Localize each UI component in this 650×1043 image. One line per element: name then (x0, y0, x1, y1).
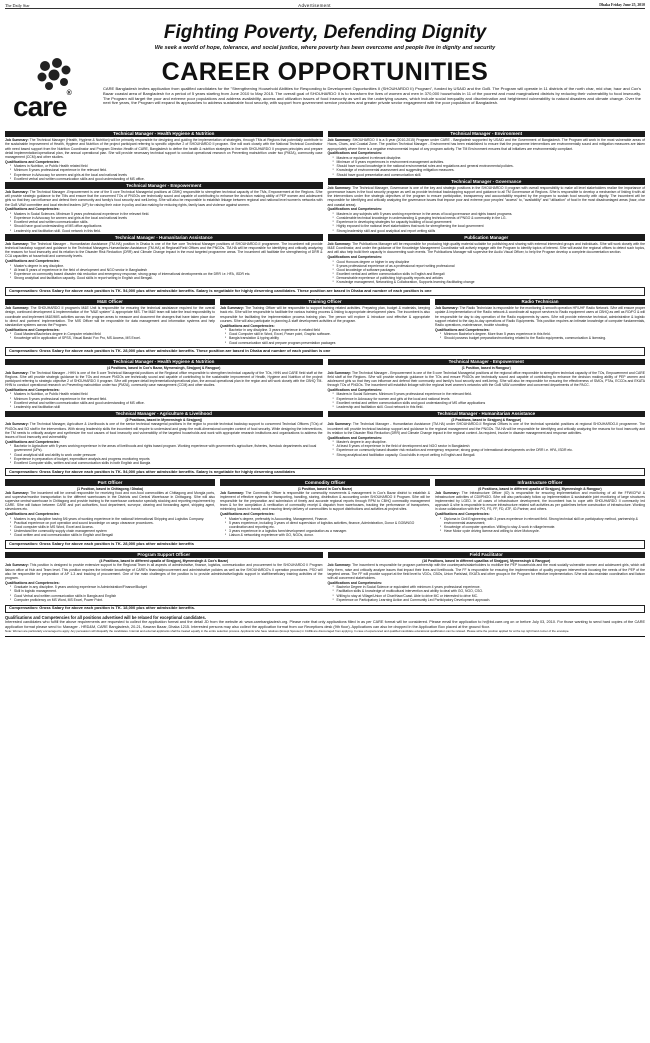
qualifications-heading: Qualifications and Competencies: (220, 323, 275, 328)
headline: Fighting Poverty, Defending Dignity (163, 22, 487, 43)
qualifications-list (5, 332, 215, 340)
job-title: Training Officer (220, 299, 430, 306)
qualification-item: ▪ Strong analytical and facilitation capacity. Good skills in report writing in English and Bengali. (333, 453, 646, 457)
qualification-item: ▪ Masters in Social Sciences. Minimum 5 years professional experience in the relevant field. (10, 212, 323, 216)
qualification-item: ▪ Experience on community based disaster risk reduction and emergency response; strong grasp of international developments on the DRR i.e. HFA, ISDR etc. (10, 272, 323, 276)
qualification-item: ▪ Good Honours degree or higher in any discipline (333, 260, 646, 264)
qualifications-heading: Qualifications and Competencies: (5, 327, 60, 332)
qualification-item: ▪ At least 5 years of experience in the field of development and NGO sector in Bangladesh (10, 268, 323, 272)
job-summary-text: The Technical Manager (Health, Hygiene & Nutrition) will be primarily responsible for designing and guiding the implementation of strategies, through TMs at Regions that potentially contribute to the sustainable improvement of Health, Hygiene and Nutrition of the project participant referring to specific objective 2 of SHOUHARDO II program. She will work closely with the National Technical Coordinator with need based support from the Nutrition Coordinator and Program Director-Health of CARE, Bangladesh to define the health & nutrition strategies in line with SHOUHARDO II program principles and prepare detail implementation/operational plan, the annual operational plan. She will provide necessary technical support to conduct operational research on Preventing malnutrition under two (PM2A), community case management (CCM) and other studies. (5, 138, 323, 159)
job-summary (5, 190, 323, 207)
job-summary (328, 422, 646, 434)
qualifications-list (328, 440, 646, 457)
qualification-item: ▪ Have Motor cycle driving license and willing to drive Motorcycle. (440, 529, 645, 533)
qualification-item: ▪ Knowledge management, Networking & Collaboration, Supports learning /facilitating change (333, 280, 646, 284)
ad-header (5, 9, 645, 129)
job-summary-text: The SHOUHARDO II program's M&E Unit is responsible for ensuring the technical assistance required for the overall design, continued development & implementation of the "M&E system" & appropriate MIS. The M&E team will take the lead responsibility to coordinate and implement M&E/MIS activities across the program areas to measure and document the changes that have taken place due to direct and partners' implementation. The MIS Officer will be responsible for data management and information systems and help standardize systems across the Program. (5, 306, 215, 327)
block5-right-column (328, 550, 646, 602)
qualifications-heading: Qualifications and Competencies: (5, 387, 60, 392)
job-summary-text: The Technical Manager -Empowerment is one of the 5 core Technical Managerial positions at CBHQ responsible to strengthen technical capacity of the TMs, Empowerment at the Regions. S/he will provide strategic guidance to the TMs and ensure that the concerned TOs of PNGOs are technically sound and capable of contributing to enhance the decision making ability of PEP women and adolescent girls so that they can influence and defend their community and family's food security and well-being. S/he will also be responsible to establish linkage between regional and national level women's networks with the GoB VAW committee and local elected leaders (UP) for raising their voice in policy and law making for reducing rights, family laws and violence against women. (5, 190, 323, 207)
qualification-item: ▪ Good knowledge of software packages (333, 268, 646, 272)
qualifications-list (328, 260, 646, 285)
qualification-item: ▪ Strong analytical and facilitation capacity. Good skills in report writing in English and Bengali. (10, 276, 323, 280)
job-posting (220, 479, 430, 538)
qualification-item: ▪ Facilitation skills & knowledge of multicultural intervention and ability to deal with GO, NGO, CSO. (333, 589, 646, 593)
job-summary-text: The Infrastructure Officer (IO) is responsible for ensuring implementation and monitoring of all the FFW/CFW & infrastructure activities of CDI/PNGO. S/he will also particularly follow up implementation & sustainable joint monitoring of large structures implemented by LGED. In all cases of infrastructure development, the incumbent has to cope with SHOUHARDO II community led approach & s/he is responsible to ensure infrastructure related soft activities as per guidelines before construction of infrastructure. Working in close collaboration with the PO, FS, FF, FD, ATF, IO-Partner, and others. (435, 490, 645, 512)
qualification-item: ▪ Experience in developing strategies for capacity building of local government (333, 220, 646, 224)
job-summary-label: Job Summary: (327, 422, 352, 427)
qualification-item: ▪ Considerable technical knowledge in understanding & grasping technical needs of PNGO & community in the LG. (333, 216, 646, 220)
job-summary-label: Job Summary: (5, 490, 29, 495)
job-posting (328, 178, 646, 232)
job-posting (5, 131, 323, 181)
qualification-item: ▪ 5 years professional experience of as a professional report writing professional (333, 264, 646, 268)
job-summary-label: Job Summary: (5, 563, 29, 568)
job-summary (5, 563, 323, 580)
qualification-item: ▪ Excellent verbal and written communication skills and good understanding of MS office. (10, 401, 323, 405)
qualifications-heading: Qualifications and Competencies: (5, 580, 60, 585)
qualifications-heading: Qualifications and Competencies: (327, 255, 383, 260)
job-column (435, 297, 645, 345)
section-label: Advertisement (298, 2, 331, 8)
qualification-item: ▪ Experience in Advocacy for women and girls at the local and national levels (10, 173, 323, 177)
qualification-item: ▪ 3 years experience in a logistics farm/development organization as a manager. (225, 529, 430, 533)
job-location: (2 Positions, based in Sirajgonj & Rangpur) (451, 418, 522, 423)
qualifications-list (220, 328, 430, 345)
job-title: Field Facilitator (328, 552, 646, 559)
job-summary (328, 138, 646, 150)
job-summary-text: The Publications Manager will be responsible for producing high quality material suitable for publishing and sharing with external interested groups and individuals. S/he will work closely with the M&E Coordinator, and under the guidance of the Knowledge Management Coordinator will actively engage with the Program to identify topics of interest. S/he will assist the regional offices to detect such topics, and will also help build their capacity in documenting such events. The Publications Manager will supervise the Audio Visual Officer, to help the Program develop a complete documentation section. (327, 241, 645, 255)
job-summary (5, 491, 215, 512)
job-title: Radio Technician (435, 299, 645, 306)
qualification-item: ▪ Computer proficiency on MS Word, MS Excel, Power Point. (10, 598, 323, 602)
job-summary-label: Job Summary: (327, 138, 352, 143)
newspaper-name: The Daily Star (5, 2, 30, 8)
qualification-item: ▪ Good written and oral communication skills in English and Bengali (10, 533, 215, 537)
qualification-item: ▪ Master's degree in any discipline. (333, 440, 646, 444)
qualifications-list (328, 212, 646, 233)
job-summary-text: The incumbent will be overall responsible for receiving food and non-food commodities at Chittagong and Mongla ports, and supervise/monitor transportation to the different warehouses in the Districts and Central Warehouse in Chittagong. S/he will also supervise central warehouse in Chittagong and provide training to the warehouse contractor specially stocking and reporting requirement by CARE. S/he will liaison between CARE and port authorities, food department, surveyor, clearing and forwarding agent, shipping agent, stevedores etc. (5, 490, 215, 512)
job-location: (6 Positions, based in different upazila of Sirajgonj, Mymensingh & Rangpur) (478, 486, 602, 491)
job-summary (435, 491, 645, 512)
job-column (435, 477, 645, 538)
qualifications-heading: Qualifications and Competencies: (5, 259, 60, 264)
job-summary-label: Job Summary: (5, 422, 29, 427)
qualification-item: ▪ Practical experience on port operation and sound knowledge on cargo clearance procedures. (10, 521, 215, 525)
qualifications-list (5, 392, 323, 409)
qualification-item: ▪ Bangla translation & typing ability (225, 336, 430, 340)
qualification-item: ▪ Masters in Social Sciences. Minimum 5 years professional experience in the relevant field. (333, 392, 646, 396)
job-summary (220, 491, 430, 512)
qualification-item: ▪ Liaison & networking experience with GO, NGOs, donor. (225, 533, 430, 537)
qualification-item: ▪ Masters in any subjects with 5 years working experience in the areas of local governance and rights based programs. (333, 212, 646, 216)
qualification-item: ▪ Masters in any discipline having 5/6 years of working experience in the national/ international Shipping and Logistics Company. (10, 517, 215, 521)
qualification-item: ▪ Skill in logistic management. (10, 589, 323, 593)
job-posting (328, 411, 646, 457)
job-summary (328, 563, 646, 580)
job-posting (220, 299, 430, 345)
job-summary-text: The Technical Manager, Governance is one of the key and strategic positions in the SHOUHARDO II program with overall responsibility to make all level stakeholders realize the importance of governance issues in the food security program as well as provide technical backstopping support and guidance to all TM Governance at Regions. S/he is responsible to develop a mechanism of linking it with all the interventions under five strategic objectives of the program to ensure participation, transparency and accountability required by the program to sustain food security with dignity. The incumbent will be responsible for identifying and critically analyzing the governance issues that impose poor and extreme poor peoples' "access" to, "availability" and "utilization" of food in the most disadvantaged areas (haor, char and coastal areas). (327, 185, 645, 207)
issue-date: Dhaka Friday June 25, 2010 (599, 3, 645, 8)
job-location: (1 Position, based in Cox's Bazar) (297, 486, 353, 491)
qualification-item: ▪ Should have sound knowledge in the national environmental rules and regulations and general environmental policies. (333, 164, 646, 168)
job-summary-label: Job Summary: (435, 490, 460, 495)
qualification-item: ▪ Experience on Participatory Learning Action and Community Led Participatory Development approach. (333, 598, 646, 602)
job-summary-text: The Technical Manager - Humanitarian Assistance (TM-HA) position in Dhaka is one of the five core Technical Manager positions of SHOUHARDO-II programme. The incumbent will provide technical backstop support and guidance to the Technical Managers-Humanitarian Assistance (TM-HA) at Regional/Field Offices and the PNGOs. TM-HA will be responsible for identifying and critically analyzing the reasons for food insecurity and its relation to the Disaster Risk Reduction (DRR) and Climate Change impact in the most targeted programme areas. The incumbent will facilitate the strengthening of DRR & CCA capacities at household and community levels. (5, 241, 323, 259)
qualification-item: ▪ Excellent verbal and written communication skills and good understanding of MS office. (10, 177, 323, 181)
job-summary-label: Job Summary: (5, 241, 29, 246)
job-location: (1 Position, based in Chittagong / Dhaka) (77, 486, 143, 491)
masthead (5, 0, 645, 9)
job-title: Technical Manager - Agriculture & Livelihood (5, 411, 323, 418)
compensation-note: Compensation: Gross Salary for above each position is TK. 54,000 plus other admissible benefits. Salary is negotiable for highly deserving candidates. These position are based in Dhaka and number of each position is one (5, 287, 645, 296)
block-support-staff (5, 550, 645, 602)
qualification-item: ▪ Experience in Advocacy for women and girls at the local and national levels (10, 216, 323, 220)
qualification-item: ▪ Should have good understanding of MS office applications (10, 224, 323, 228)
qualification-item: ▪ Good analytical skill and ability to work under pressure (10, 453, 323, 457)
qualifications-heading: Qualifications and Competencies: (5, 512, 60, 517)
job-posting (328, 234, 646, 284)
bottom-rule (5, 636, 645, 637)
block-dhaka-managers (5, 129, 645, 285)
job-posting (5, 182, 323, 232)
qualification-item: ▪ Excellent verbal and written communication skills and good understanding of MS office applications (333, 401, 646, 405)
qualifications-list (5, 585, 323, 602)
qualification-item: ▪ Demonstrable experience of publishing high quality reports and articles (333, 276, 646, 280)
block-dhaka-officers (5, 297, 645, 345)
footer-note: Note: Women are particularly encouraged to apply. Any persuasion will disqualify the candidates. Internal and external applicants shall be treated equally in the entire selection process. Applicants who have relatives (Except Spouse) in CARE are discouraged from applying. In case of experienced and qualified candidate educational qualification can be relaxed. Please write the position applied for at the top right hand corner of the envelope. (5, 629, 570, 634)
qualifications-heading: Qualifications and Competencies: (5, 207, 60, 212)
qualification-item: ▪ Excellent verbal and written communication skills in English and Bengali (333, 272, 646, 276)
qualifications-heading: Qualifications and Competencies: (327, 387, 383, 392)
qualification-item: ▪ Good Computer skill in Word, Excel, Power point, Graphic software. (225, 332, 430, 336)
job-summary-text: The Technical Manager - Humanitarian Assistance (TM-HA) under SHOUHARDO-II Regional Offices is one of the technical specialist positions at regional SHOUHARDO-II programme. The incumbent will provide technical backstop support and guidance to the regional management and the PNGOs. TM-HA will be responsible for identifying and critically analyzing the reasons for food insecurity and its relation to the Disaster Risk Reduction (DRR) and Climate Change impact in the regional context. As required, involve in disaster management and response activities. (327, 422, 645, 435)
block3-left-column (5, 357, 323, 465)
qualification-item: ▪ Knowledge will in application of SPSS, Visual Basic/ Fox Pro, MS Access, MS Excel. (10, 336, 215, 340)
application-instructions: Interested candidates who fulfill the above requirements are requested to collect the application format and the detail JD from the website at: www.carebangladesh.org. Please note that only applications filled in as per CARE format will be considered. Please email the application to hr@bd.care.org on or before July 03, 2010. For those wanting to send hard copies of the CARE application format please send to: Manager - HRD&M, CARE Bangladesh, 20-21, Kawran Bazar, Dhaka 1215. Interested persons may also collect the application format from our Receptions desk (9th floor). Applications can also be dropped in the Application Box placed at the ground floor. (5, 620, 645, 630)
job-title: Technical Manager - Health Hygiene & Nutrition (5, 131, 323, 138)
job-posting (435, 479, 645, 533)
qualification-item: ▪ Knowledge of environmental assessment and suggesting mitigation measures. (333, 168, 646, 172)
qualifications-list (328, 156, 646, 177)
qualifications-heading: Qualifications and Competencies: (327, 151, 383, 156)
job-summary-text: The Radio Technician is responsible for the monitoring & smooth operation HF/UHF Radio Network. S/he will ensure proper update & implementation of the Radio network & coordinate all support services to Radio equipment users at CBHQ as well as RO/FO & will be responsible for day to day operation of the Radio equipments by users. S/he will provide extensive technical, administrative & logistic support related to the day-to-day operations of Radio Equipments. This position requires an intimate knowledge of computer fundamentals, Radio operations, maintenance, trouble shooting. (435, 306, 645, 327)
job-summary (5, 422, 323, 439)
job-column (5, 297, 215, 345)
job-posting (5, 359, 323, 409)
job-summary-label: Job Summary: (5, 370, 29, 375)
qualification-item: ▪ Master's degree, preferably in Accounting, Management, Finance. (225, 517, 430, 521)
qualification-item: ▪ Masters in Nutrition, or Public Health related field (10, 392, 323, 396)
job-summary (435, 306, 645, 327)
job-summary-text: The Technical Manager - HHN is one of the 5 core Technical Managerial positions at the Regional office responsible to strengthen technical capacity of the TOs, HHN and CARE field staff at the Regions. S/he will provide strategic guidance to the TOs and ensure PNGOs are technically sound and capable of contributing to the sustainable improvement of Health, Hygiene and Nutrition of the project participant referring to strategic objective 2 of SHOUHARDO II program. S/he will prepare detail implementation/operational plan, the annual operational plan in the region and will work closely with the CBHQ TM-HHN to conduct operational research on Preventing malnutrition under two (PM2A), community case management (CCM) and other studies. (5, 370, 323, 387)
job-summary (5, 138, 323, 159)
compensation-note: Compensation: Gross Salary for above each position is TK. 28,000 plus other admissible benefits. These position are based in Dhaka and number of each position is one (5, 347, 645, 356)
job-summary-label: Job Summary: (327, 241, 352, 246)
qualifications-list (5, 212, 323, 233)
qualification-item: ▪ Should possess budget preparation/monitoring related to the Radio equipments, communication & licensing. (440, 336, 645, 340)
compensation-note: Compensation: Gross Salary for above each position is TK. 18,000 plus other admissible benefits. (5, 605, 645, 614)
qualification-item: ▪ Experience in preparation of budget, expenditure analysis and progress monitoring reports (10, 457, 323, 461)
qualification-item: ▪ Experience on community based disaster risk reduction and emergency response; strong grasp of international developments on the DRR i.e. HFA, ISDR etc. (333, 448, 646, 452)
qualification-item: ▪ Minimum Bachelor's degree. More than 5 years experience in this field. (440, 332, 645, 336)
qualification-item: ▪ Diploma in Civil Engineering with 3 years experience in relevant field. Strong technical skill on participatory method, partnership & environmental assessment; (440, 517, 645, 525)
job-summary (328, 242, 646, 254)
care-wordmark: care® (13, 90, 71, 122)
job-title: Technical Manager - Empowerment (5, 182, 323, 189)
qualifications-list (5, 444, 323, 465)
qualification-item: ▪ Understand the commodity supply chain management system (10, 529, 215, 533)
job-column (5, 477, 215, 538)
job-summary-label: Job Summary: (220, 490, 245, 495)
job-posting (435, 299, 645, 341)
qualifications-list (5, 264, 323, 281)
qualification-item: ▪ Good Masters/Bachelors degree in Computer related field (10, 332, 215, 336)
qualification-item: ▪ At least 5 years of experience in the field of development and NGO sector in Bangladesh (333, 444, 646, 448)
block3-right-column (328, 357, 646, 465)
qualification-item: ▪ Minimum of 5 years experiences in environment management activities. (333, 160, 646, 164)
qualifications-list (220, 517, 430, 538)
qualification-item: ▪ Masters or equivalent in relevant discipline. (333, 156, 646, 160)
job-location: (2 Positions, based in Mymensingh & Sirajgonj) (125, 418, 202, 423)
qualification-item: ▪ Minimum 5 years professional experience in the relevant field. (10, 168, 323, 172)
job-location: (1 Position, based in Rangpur) (461, 366, 511, 371)
job-summary-label: Job Summary: (5, 138, 29, 143)
qualification-item: ▪ Bachelor in any discipline. 3 years experience in related field (225, 328, 430, 332)
job-title: Infrastructure Officer (435, 479, 645, 486)
qualification-item: ▪ Willing to stay at Village/Union of Char/Haor/Coast. Able to drive MC or interested to drive MC. (333, 594, 646, 598)
qualification-item: ▪ 5 years experience, including 3 years of direct supervision of logistics activities, finance, Administration, Donor & GOB/NGO coordination and reporting etc. (225, 521, 430, 529)
job-posting (5, 299, 215, 341)
care-logo (11, 57, 93, 127)
qualifications-heading: Qualifications and Competencies: (435, 327, 490, 332)
job-summary-text: The Technical Manager, Agriculture & Livelihoods is one of the senior technical managerial positions in the region to provide technical backstop support to concerned Technical Officers (TOs) of PNGOs and SO staff in the interventions. With strong leadership skills the incumbent will require to understand and grasp the multi-dimensional complex context of food security. While designing the interventions, the TM needs to critically analyze and synthesize the root causes of food insecurity and vulnerability of the targeted households and work with appropriate research institutions and organizations to address the issues of food insecurity and vulnerability. (5, 422, 323, 439)
qualification-item: ▪ Leadership and facilitation skill. Good network in this field. (333, 405, 646, 409)
qualifications-list (435, 332, 645, 340)
job-summary-text: The Training Officer will be responsible to support training related activities. Preparing plan, budget & materials, keeping track etc. S/he will be responsible to facilitate the various training process & linking to appropriate development plans. The incumbent is also responsible for facilitating the implementation process training plan. The person will explore & introduce cost effective & appropriate courses. S/he will also participate in planning & staff development activities of the program. (220, 306, 430, 323)
career-heading: CAREER OPPORTUNITIES (161, 58, 489, 86)
job-summary (5, 242, 323, 259)
qualification-item: ▪ Graduate in any discipline. 5 years working experience in Administration/Finance/Budget (10, 585, 323, 589)
job-posting (5, 234, 323, 280)
qualification-item: ▪ Bachelor in Agriculture with 5 years working experience in the areas of livelihoods and rights based program. Working experience with government's agriculture, fisheries, livestock departments and local government (UPs). (10, 444, 323, 452)
job-summary-text: The Commodity Officer is responsible for commodity movements & management in Cox's Bazar district to establish & implement of effective systems for transporting, handling, storing, distribution & accounting under SHOUHARDO II Program. S/he will be responsible for the preparation and submission of timely and accurate regional reports through RPM to CBHQ commodity management team & for the compilation & verification of commodity receipt & dispatch from warehouses, tracking the performance of transporters, minimizing losses in transit, and ensuring timely delivery of commodities to support distributions and activities at project sites. (220, 490, 430, 512)
block1-right-column (328, 129, 646, 285)
qualifications-list (328, 392, 646, 409)
job-summary (220, 306, 430, 323)
job-posting (5, 552, 323, 602)
job-summary (328, 186, 646, 207)
job-title: Technical Manager - Empowerment (328, 359, 646, 366)
job-posting (5, 411, 323, 465)
compensation-note: Compensation: Gross Salary for above each position is TK. 28,000 plus other admissible benefits (5, 540, 645, 549)
job-title: Technical Manager - Humanitarian Assistance (5, 234, 323, 241)
qualification-item: ▪ Minimum 5 years professional experience in the relevant field. (10, 397, 323, 401)
qualifications-list (5, 164, 323, 181)
job-summary-label: Job Summary: (5, 190, 29, 195)
job-title: M&E Officer (5, 299, 215, 306)
job-summary-text: SHOUHARDO II is a 5 year (2010-2015) Program under CARE - Bangladesh supported by USAID and the Government of Bangladesh. The Program will work in the most vulnerable areas of Haors, Chars, and Coastal Zone. The position Technical Manager - Environment has been established to ensure that the programme interventions are environmentally sound and mitigation measures are taken appropriately where there is a negative environmental impact of any program activity. The TM Environment ensures that all initiatives are environmentally compliant. (327, 138, 645, 151)
qualification-item: ▪ Leadership and facilitation skill (10, 405, 323, 409)
job-posting (328, 131, 646, 177)
qualification-item: ▪ Good communication skill and prepare program presentation packages (225, 341, 430, 345)
job-summary-text: The Technical Manager - Empowerment is one of the 5 core Technical Managerial positions at the regional office responsible to strengthen technical capacity of the TOs, Empowerment and CARE field staff at the Regions. S/he will provide strategic guidance to the TOs and ensure PNGOs are technically sound and capable of contributing to enhance the decision making ability of PEP women and adolescent girls so that they can influence and defend their community and family's food security and well-being. S/he will also be responsible for ensuring the effectiveness of SMCs, PTAs, ECCDs and EKATA through TOs of PNGOs. The incumbent will establish linkage with the regional level women's networks with the GoB VAW committee and concerned departments of the PACC. (327, 370, 645, 387)
qualifications-heading: Qualifications and Competencies: (435, 512, 490, 517)
job-posting (328, 552, 646, 602)
qualifications-heading: Qualifications and Competencies: (220, 512, 275, 517)
qualifications-heading: Qualifications and Competencies: (5, 159, 60, 164)
qualification-item: ▪ Masters in Nutrition, or Public Health related field (10, 164, 323, 168)
qualification-item: ▪ Good Verbal and written communication skills in Bangla and English (10, 594, 323, 598)
job-title: Technical Manager - Health Hygiene & Nutrition (5, 359, 323, 366)
qualification-item: ▪ Excellent verbal and written communication skills. (10, 220, 323, 224)
job-summary (328, 371, 646, 388)
job-title: Program Support Officer (5, 552, 323, 559)
job-location: (4 Positions, based in Cox's Bazar, Mymensingh, Sirajgonj & Rangpur) (107, 366, 221, 371)
job-summary-text: The incumbent is responsible for program partnership with the counterparts/stakeholders to mobilize the PEP households and the most socially vulnerable women and adolescent girls, which will help them, raise and critically analyze issues that impact their lives and livelihoods. The FF is responsible for ensuring the implementation of quality program interventions focusing the needs of the PEP of the targeted areas. The FF will provide support at the field level to VDCs, CBOs, Union Parishad, EKATA and other groups in the Program for effective implementation. S/he will also maintain coordination and liaison with all concerned stakeholders. (327, 563, 645, 580)
job-summary-label: Job Summary: (220, 306, 244, 311)
job-summary-text: This position is designed to provide extensive support to the Regional Team in all aspects of administrative, finance, logistics, communication and procurement to the SHOUHARDO II Program liaison office at Hub and Team level. This position requires the intimate knowledge of CARE's financial/procurement and administrative policies as well as the SHOUHARDO's II operation procedures. PSO will also be responsible for preparation of AP 1-3 and tracking of procurement. One of the main challenges of the position is to provide administrative/logistic support in staff/beneficiary training activities of the program. (5, 563, 323, 580)
qualification-item: ▪ Good computer skills in MS Word, Excel and Access. (10, 525, 215, 529)
qualification-item: ▪ Bachelor Degree in Social Science or equivalent with minimum 4 years professional experience. (333, 585, 646, 589)
job-posting (5, 479, 215, 538)
qualifications-heading: Qualifications and Competencies: (327, 435, 383, 440)
job-title: Publication Manager (328, 234, 646, 241)
job-title: Commodity Officer (220, 479, 430, 486)
qualification-item: ▪ Highly exposed to the national level stakeholders that work for strengthening the local government (333, 224, 646, 228)
qualifications-heading: Qualifications and Competencies: (327, 207, 383, 212)
qualification-item: ▪ Should have good presentation and communication skill. (333, 173, 646, 177)
block1-left-column (5, 129, 323, 285)
qualification-item: ▪ Leadership and facilitation skill. Good network in this field. (10, 229, 323, 233)
qualifications-list (435, 517, 645, 534)
job-column (220, 477, 430, 538)
footer-title: Qualifications and Competencies for all positions advertised will be relaxed for exceptional candidates. (5, 614, 206, 620)
block-regional-managers (5, 357, 645, 465)
qualifications-list (328, 585, 646, 602)
qualification-item: ▪ Strong leadership skill and good analytical and report writing skills (333, 229, 646, 233)
tagline: We seek a world of hope, tolerance, and social justice, where poverty has been overcome and people live in dignity and security (154, 45, 496, 51)
job-summary-label: Job Summary: (435, 306, 459, 311)
qualifications-heading: Qualifications and Competencies: (5, 439, 60, 444)
job-location: (16 Positions, based in different upazillas of Sirajgonj, Mymensingh & Rangpur) (422, 559, 551, 564)
qualification-item: ▪ Knowledge of computer operation. Willing to stay & work in village/remote. (440, 525, 645, 529)
job-summary-label: Job Summary: (327, 185, 352, 190)
job-title: Technical Manager - Governance (328, 178, 646, 185)
qualification-item: ▪ Experience in Advocacy for women and girls at the local and national levels (333, 397, 646, 401)
intro-paragraph: CARE Bangladesh invites application from qualified candidates for the "Strengthening Household Abilities for Responding to Development Opportunities II (SHOUHARDO II) Program", funded by USAID and the GoB. The Program will operate in 11 districts of the north char, mid char, haor and Cox's Bazar coastal area of Bangladesh for a period of 5 years starting from June 2010 to May 2015. The overall goal of SHOUHARDO II is to transform the lives of women and men in 370,000 households in 11 of the poorest and most marginalized districts by reducing their vulnerability to food insecurity. The Program will target the poor and extreme poor populations and address availability, access and utilization issues of food insecurity as well as the underlying causes, which include social inequality and discrimination and heightened vulnerability to natural disasters and climate change. Over the next five years, the Program will expand its approaches to address sustainable food security, with support from government service providers and greater private sector engagement with the poor population of Bangladesh. (103, 86, 641, 106)
block-field-officers (5, 477, 645, 538)
job-title: Technical Manager - Environment (328, 131, 646, 138)
job-summary-label: Job Summary: (327, 370, 352, 375)
job-posting (328, 359, 646, 409)
job-summary (5, 306, 215, 327)
qualification-item: ▪ Excellent Computer skills, written and oral communication skills in both English and Bangla (10, 461, 323, 465)
job-summary (5, 371, 323, 388)
job-column (220, 297, 430, 345)
qualification-item: ▪ Master's degree in any discipline. (10, 264, 323, 268)
job-title: Technical Manager - Humanitarian Assistance (328, 411, 646, 418)
qualifications-heading: Qualifications and Competencies: (327, 580, 383, 585)
job-summary-label: Job Summary: (5, 306, 30, 311)
block5-left-column (5, 550, 323, 602)
job-summary-label: Job Summary: (327, 563, 352, 568)
qualifications-list (5, 517, 215, 538)
job-title: Port Officer (5, 479, 215, 486)
compensation-note: Compensation: Gross Salary for above each position is TK. 54,000 plus other admissible benefits. Salary is negotiable for highly deserving candidates (5, 468, 645, 477)
job-location: (4 Positions, based in different upazila of Sirajgonj, Mymensingh & Cox's Bazar) (99, 559, 229, 564)
